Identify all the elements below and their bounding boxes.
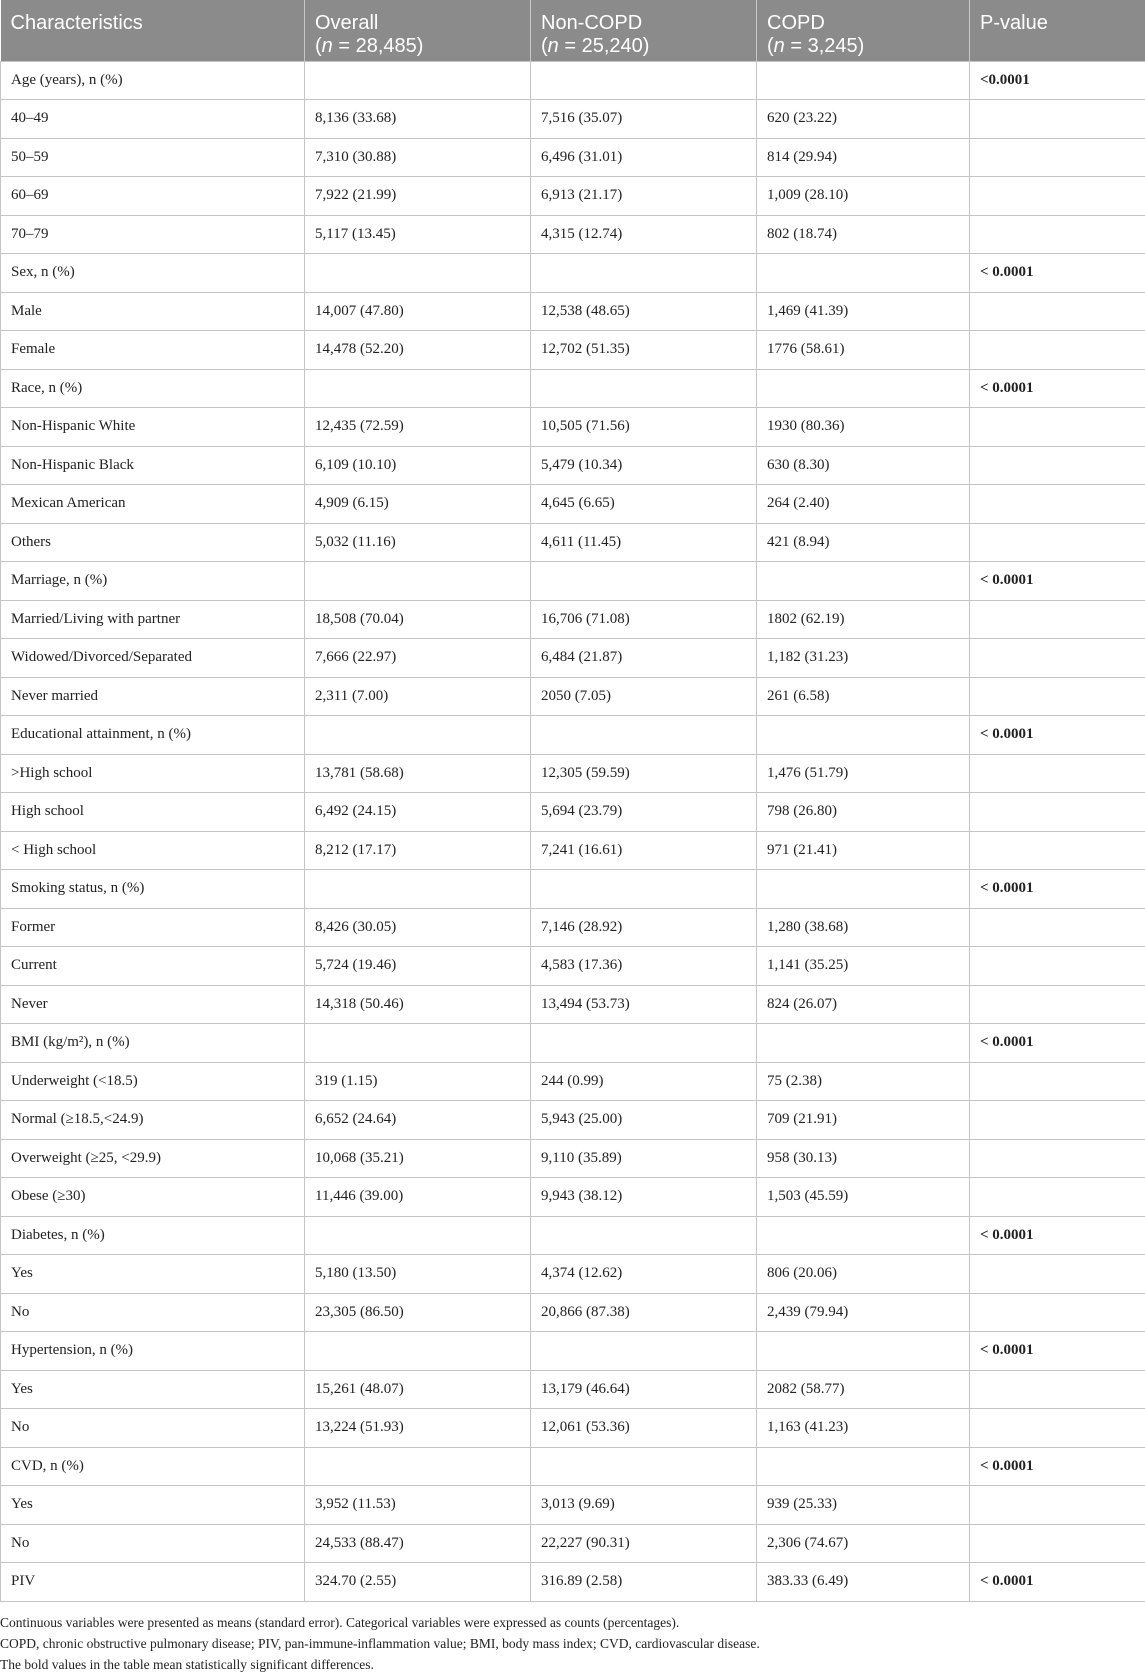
cell-p-value	[970, 1062, 1145, 1101]
cell-overall: 5,117 (13.45)	[305, 215, 531, 254]
table-row	[1, 1409, 1145, 1448]
cell-copd	[757, 716, 970, 755]
cell-characteristic: Non-Hispanic Black	[1, 446, 305, 485]
cell-overall: 11,446 (39.00)	[305, 1178, 531, 1217]
cell-characteristic: 60–69	[1, 177, 305, 216]
cell-overall: 13,224 (51.93)	[305, 1409, 531, 1448]
cell-overall: 5,724 (19.46)	[305, 947, 531, 986]
cell-overall: 8,426 (30.05)	[305, 908, 531, 947]
table-row	[1, 1024, 1145, 1063]
cell-non-copd: 5,943 (25.00)	[531, 1101, 757, 1140]
table-row	[1, 485, 1145, 524]
cell-characteristic: Hypertension, n (%)	[1, 1332, 305, 1371]
cell-characteristic: Yes	[1, 1370, 305, 1409]
cell-overall: 6,109 (10.10)	[305, 446, 531, 485]
cell-non-copd: 5,479 (10.34)	[531, 446, 757, 485]
cell-characteristic: Age (years), n (%)	[1, 61, 305, 100]
cell-non-copd	[531, 254, 757, 293]
table-row	[1, 215, 1145, 254]
cell-copd	[757, 369, 970, 408]
cell-p-value: < 0.0001	[970, 1216, 1145, 1255]
cell-overall: 2,311 (7.00)	[305, 677, 531, 716]
cell-non-copd	[531, 369, 757, 408]
cell-overall: 5,032 (11.16)	[305, 523, 531, 562]
cell-overall	[305, 1216, 531, 1255]
table-row	[1, 754, 1145, 793]
header-label: Characteristics	[10, 12, 143, 34]
cell-non-copd: 6,496 (31.01)	[531, 138, 757, 177]
header-non-copd	[531, 0, 757, 61]
cell-p-value	[970, 446, 1145, 485]
cell-p-value	[970, 677, 1145, 716]
cell-p-value	[970, 408, 1145, 447]
table-row	[1, 793, 1145, 832]
cell-copd: 939 (25.33)	[757, 1486, 970, 1525]
cell-copd: 2,306 (74.67)	[757, 1524, 970, 1563]
cell-characteristic: CVD, n (%)	[1, 1447, 305, 1486]
cell-non-copd: 244 (0.99)	[531, 1062, 757, 1101]
cell-copd: 2,439 (79.94)	[757, 1293, 970, 1332]
table-row	[1, 1062, 1145, 1101]
cell-non-copd: 12,061 (53.36)	[531, 1409, 757, 1448]
table-row	[1, 177, 1145, 216]
cell-copd	[757, 254, 970, 293]
table-row	[1, 523, 1145, 562]
cell-non-copd: 22,227 (90.31)	[531, 1524, 757, 1563]
header-n: (n = 28,485)	[315, 35, 424, 57]
cell-p-value	[970, 485, 1145, 524]
cell-non-copd: 9,943 (38.12)	[531, 1178, 757, 1217]
cell-overall	[305, 1024, 531, 1063]
cell-p-value	[970, 100, 1145, 139]
table-row	[1, 831, 1145, 870]
cell-characteristic: Overweight (≥25, <29.9)	[1, 1139, 305, 1178]
cell-non-copd: 7,516 (35.07)	[531, 100, 757, 139]
cell-characteristic: Female	[1, 331, 305, 370]
cell-characteristic: Underweight (<18.5)	[1, 1062, 305, 1101]
table-row	[1, 61, 1145, 100]
cell-p-value: < 0.0001	[970, 1024, 1145, 1063]
table-row	[1, 1216, 1145, 1255]
cell-p-value	[970, 985, 1145, 1024]
table-row	[1, 600, 1145, 639]
cell-non-copd: 5,694 (23.79)	[531, 793, 757, 832]
table-header	[1, 0, 1145, 61]
cell-p-value: < 0.0001	[970, 254, 1145, 293]
cell-p-value	[970, 793, 1145, 832]
cell-p-value: < 0.0001	[970, 1447, 1145, 1486]
cell-p-value: < 0.0001	[970, 1332, 1145, 1371]
table-row	[1, 1370, 1145, 1409]
table-row	[1, 639, 1145, 678]
cell-copd: 1,476 (51.79)	[757, 754, 970, 793]
cell-overall: 14,478 (52.20)	[305, 331, 531, 370]
table-row	[1, 1293, 1145, 1332]
cell-overall: 13,781 (58.68)	[305, 754, 531, 793]
cell-overall: 4,909 (6.15)	[305, 485, 531, 524]
cell-characteristic: No	[1, 1409, 305, 1448]
table-row	[1, 1178, 1145, 1217]
cell-overall	[305, 562, 531, 601]
cell-copd: 971 (21.41)	[757, 831, 970, 870]
cell-characteristic: Normal (≥18.5,<24.9)	[1, 1101, 305, 1140]
cell-non-copd: 12,305 (59.59)	[531, 754, 757, 793]
cell-non-copd: 20,866 (87.38)	[531, 1293, 757, 1332]
cell-p-value	[970, 947, 1145, 986]
header-row	[1, 0, 1145, 61]
table-row	[1, 446, 1145, 485]
table-row	[1, 1101, 1145, 1140]
table-row	[1, 292, 1145, 331]
cell-p-value	[970, 1255, 1145, 1294]
table-row	[1, 138, 1145, 177]
cell-overall: 23,305 (86.50)	[305, 1293, 531, 1332]
table-row	[1, 369, 1145, 408]
cell-overall: 319 (1.15)	[305, 1062, 531, 1101]
cell-characteristic: 40–49	[1, 100, 305, 139]
cell-p-value: < 0.0001	[970, 716, 1145, 755]
table-row	[1, 331, 1145, 370]
cell-copd: 620 (23.22)	[757, 100, 970, 139]
cell-copd: 806 (20.06)	[757, 1255, 970, 1294]
cell-non-copd: 4,611 (11.45)	[531, 523, 757, 562]
table-row	[1, 870, 1145, 909]
cell-overall: 6,652 (24.64)	[305, 1101, 531, 1140]
cell-non-copd: 13,179 (46.64)	[531, 1370, 757, 1409]
cell-characteristic: Non-Hispanic White	[1, 408, 305, 447]
cell-copd	[757, 870, 970, 909]
cell-copd	[757, 562, 970, 601]
cell-overall: 3,952 (11.53)	[305, 1486, 531, 1525]
cell-overall: 15,261 (48.07)	[305, 1370, 531, 1409]
cell-characteristic: 50–59	[1, 138, 305, 177]
table-row	[1, 1332, 1145, 1371]
header-n: (n = 3,245)	[767, 35, 865, 57]
table-row	[1, 100, 1145, 139]
cell-non-copd: 9,110 (35.89)	[531, 1139, 757, 1178]
cell-overall: 12,435 (72.59)	[305, 408, 531, 447]
cell-copd: 1,469 (41.39)	[757, 292, 970, 331]
cell-copd: 261 (6.58)	[757, 677, 970, 716]
cell-p-value	[970, 639, 1145, 678]
cell-characteristic: BMI (kg/m²), n (%)	[1, 1024, 305, 1063]
table-footnotes	[0, 1612, 1145, 1675]
cell-characteristic: Never married	[1, 677, 305, 716]
cell-overall	[305, 61, 531, 100]
cell-p-value	[970, 1293, 1145, 1332]
header-p-value	[970, 0, 1145, 61]
cell-p-value	[970, 292, 1145, 331]
cell-non-copd: 316.89 (2.58)	[531, 1563, 757, 1602]
cell-copd: 1,280 (38.68)	[757, 908, 970, 947]
cell-characteristic: Yes	[1, 1486, 305, 1525]
cell-overall	[305, 369, 531, 408]
header-characteristics	[1, 0, 305, 61]
cell-p-value: < 0.0001	[970, 1563, 1145, 1602]
cell-characteristic: PIV	[1, 1563, 305, 1602]
header-label: P-value	[980, 12, 1048, 34]
cell-copd: 2082 (58.77)	[757, 1370, 970, 1409]
cell-copd: 1776 (58.61)	[757, 331, 970, 370]
cell-overall	[305, 1447, 531, 1486]
cell-overall: 5,180 (13.50)	[305, 1255, 531, 1294]
cell-characteristic: Married/Living with partner	[1, 600, 305, 639]
cell-non-copd: 4,374 (12.62)	[531, 1255, 757, 1294]
cell-non-copd: 16,706 (71.08)	[531, 600, 757, 639]
cell-characteristic: Marriage, n (%)	[1, 562, 305, 601]
cell-p-value	[970, 1178, 1145, 1217]
cell-non-copd	[531, 61, 757, 100]
cell-characteristic: Race, n (%)	[1, 369, 305, 408]
cell-copd: 421 (8.94)	[757, 523, 970, 562]
cell-copd: 630 (8.30)	[757, 446, 970, 485]
table-row	[1, 985, 1145, 1024]
cell-copd: 824 (26.07)	[757, 985, 970, 1024]
cell-p-value: < 0.0001	[970, 369, 1145, 408]
cell-copd: 1,503 (45.59)	[757, 1178, 970, 1217]
cell-p-value	[970, 331, 1145, 370]
cell-non-copd: 6,484 (21.87)	[531, 639, 757, 678]
cell-p-value: < 0.0001	[970, 562, 1145, 601]
cell-non-copd: 12,702 (51.35)	[531, 331, 757, 370]
cell-copd: 958 (30.13)	[757, 1139, 970, 1178]
table-row	[1, 677, 1145, 716]
cell-copd	[757, 61, 970, 100]
table-body	[1, 61, 1145, 1601]
cell-characteristic: Male	[1, 292, 305, 331]
table-row	[1, 908, 1145, 947]
cell-copd	[757, 1332, 970, 1371]
cell-p-value	[970, 177, 1145, 216]
cell-non-copd: 13,494 (53.73)	[531, 985, 757, 1024]
table-row	[1, 254, 1145, 293]
cell-non-copd	[531, 1332, 757, 1371]
cell-characteristic: 70–79	[1, 215, 305, 254]
cell-overall: 7,310 (30.88)	[305, 138, 531, 177]
cell-characteristic: Current	[1, 947, 305, 986]
cell-copd	[757, 1447, 970, 1486]
cell-copd: 1,009 (28.10)	[757, 177, 970, 216]
cell-overall: 14,007 (47.80)	[305, 292, 531, 331]
header-label: Non-COPD	[541, 12, 643, 34]
table-row	[1, 1486, 1145, 1525]
cell-p-value	[970, 138, 1145, 177]
cell-p-value: <0.0001	[970, 61, 1145, 100]
table-row	[1, 1524, 1145, 1563]
cell-p-value	[970, 523, 1145, 562]
cell-overall: 24,533 (88.47)	[305, 1524, 531, 1563]
cell-non-copd: 10,505 (71.56)	[531, 408, 757, 447]
cell-p-value	[970, 1139, 1145, 1178]
cell-p-value	[970, 1486, 1145, 1525]
cell-non-copd: 2050 (7.05)	[531, 677, 757, 716]
cell-characteristic: Widowed/Divorced/Separated	[1, 639, 305, 678]
header-overall	[305, 0, 531, 61]
cell-copd: 1,163 (41.23)	[757, 1409, 970, 1448]
cell-non-copd: 4,583 (17.36)	[531, 947, 757, 986]
cell-non-copd: 7,146 (28.92)	[531, 908, 757, 947]
table-row	[1, 716, 1145, 755]
header-copd	[757, 0, 970, 61]
cell-non-copd: 6,913 (21.17)	[531, 177, 757, 216]
cell-characteristic: < High school	[1, 831, 305, 870]
table-row	[1, 1255, 1145, 1294]
header-label: Overall	[315, 12, 379, 34]
footnote: Continuous variables were presented as means (standard error). Categorical variables were expressed as counts (percentages).	[0, 1615, 680, 1630]
cell-p-value	[970, 1370, 1145, 1409]
cell-overall	[305, 716, 531, 755]
cell-characteristic: Mexican American	[1, 485, 305, 524]
cell-characteristic: >High school	[1, 754, 305, 793]
cell-non-copd: 4,645 (6.65)	[531, 485, 757, 524]
cell-characteristic: Educational attainment, n (%)	[1, 716, 305, 755]
cell-copd: 264 (2.40)	[757, 485, 970, 524]
cell-p-value: < 0.0001	[970, 870, 1145, 909]
cell-copd: 1,141 (35.25)	[757, 947, 970, 986]
cell-copd: 383.33 (6.49)	[757, 1563, 970, 1602]
cell-non-copd	[531, 716, 757, 755]
cell-overall: 8,212 (17.17)	[305, 831, 531, 870]
cell-characteristic: Sex, n (%)	[1, 254, 305, 293]
table-row	[1, 1563, 1145, 1602]
cell-overall	[305, 254, 531, 293]
cell-copd	[757, 1024, 970, 1063]
cell-overall: 10,068 (35.21)	[305, 1139, 531, 1178]
cell-non-copd	[531, 1447, 757, 1486]
cell-characteristic: Smoking status, n (%)	[1, 870, 305, 909]
cell-p-value	[970, 600, 1145, 639]
cell-overall: 8,136 (33.68)	[305, 100, 531, 139]
cell-non-copd	[531, 870, 757, 909]
cell-p-value	[970, 831, 1145, 870]
table-row	[1, 1139, 1145, 1178]
table-row	[1, 947, 1145, 986]
cell-overall	[305, 1332, 531, 1371]
cell-characteristic: Yes	[1, 1255, 305, 1294]
cell-non-copd	[531, 1216, 757, 1255]
cell-overall: 6,492 (24.15)	[305, 793, 531, 832]
cell-non-copd: 7,241 (16.61)	[531, 831, 757, 870]
footnote: The bold values in the table mean statistically significant differences.	[0, 1657, 374, 1672]
cell-characteristic: Diabetes, n (%)	[1, 1216, 305, 1255]
table-row	[1, 1447, 1145, 1486]
cell-non-copd: 3,013 (9.69)	[531, 1486, 757, 1525]
cell-p-value	[970, 754, 1145, 793]
cell-copd: 798 (26.80)	[757, 793, 970, 832]
header-label: COPD	[767, 12, 825, 34]
cell-characteristic: Others	[1, 523, 305, 562]
cell-copd: 1,182 (31.23)	[757, 639, 970, 678]
cell-non-copd: 4,315 (12.74)	[531, 215, 757, 254]
cell-p-value	[970, 1409, 1145, 1448]
cell-p-value	[970, 908, 1145, 947]
cell-copd: 75 (2.38)	[757, 1062, 970, 1101]
footnote: COPD, chronic obstructive pulmonary disease; PIV, pan-immune-inflammation value; BMI, body mass index; CVD, cardiovascular disease.	[0, 1636, 760, 1651]
cell-non-copd	[531, 562, 757, 601]
cell-overall: 324.70 (2.55)	[305, 1563, 531, 1602]
cell-overall: 7,922 (21.99)	[305, 177, 531, 216]
table-row	[1, 408, 1145, 447]
cell-copd: 814 (29.94)	[757, 138, 970, 177]
cell-characteristic: High school	[1, 793, 305, 832]
cell-copd: 709 (21.91)	[757, 1101, 970, 1140]
header-n: (n = 25,240)	[541, 35, 650, 57]
cell-overall: 18,508 (70.04)	[305, 600, 531, 639]
table-row	[1, 562, 1145, 601]
cell-non-copd: 12,538 (48.65)	[531, 292, 757, 331]
cell-p-value	[970, 1524, 1145, 1563]
cell-copd: 1802 (62.19)	[757, 600, 970, 639]
cell-copd: 1930 (80.36)	[757, 408, 970, 447]
cell-overall	[305, 870, 531, 909]
cell-characteristic: Former	[1, 908, 305, 947]
cell-non-copd	[531, 1024, 757, 1063]
cell-copd: 802 (18.74)	[757, 215, 970, 254]
cell-p-value	[970, 1101, 1145, 1140]
cell-p-value	[970, 215, 1145, 254]
cell-characteristic: No	[1, 1293, 305, 1332]
cell-overall: 7,666 (22.97)	[305, 639, 531, 678]
cell-characteristic: Obese (≥30)	[1, 1178, 305, 1217]
cell-characteristic: Never	[1, 985, 305, 1024]
cell-overall: 14,318 (50.46)	[305, 985, 531, 1024]
cell-copd	[757, 1216, 970, 1255]
cell-characteristic: No	[1, 1524, 305, 1563]
